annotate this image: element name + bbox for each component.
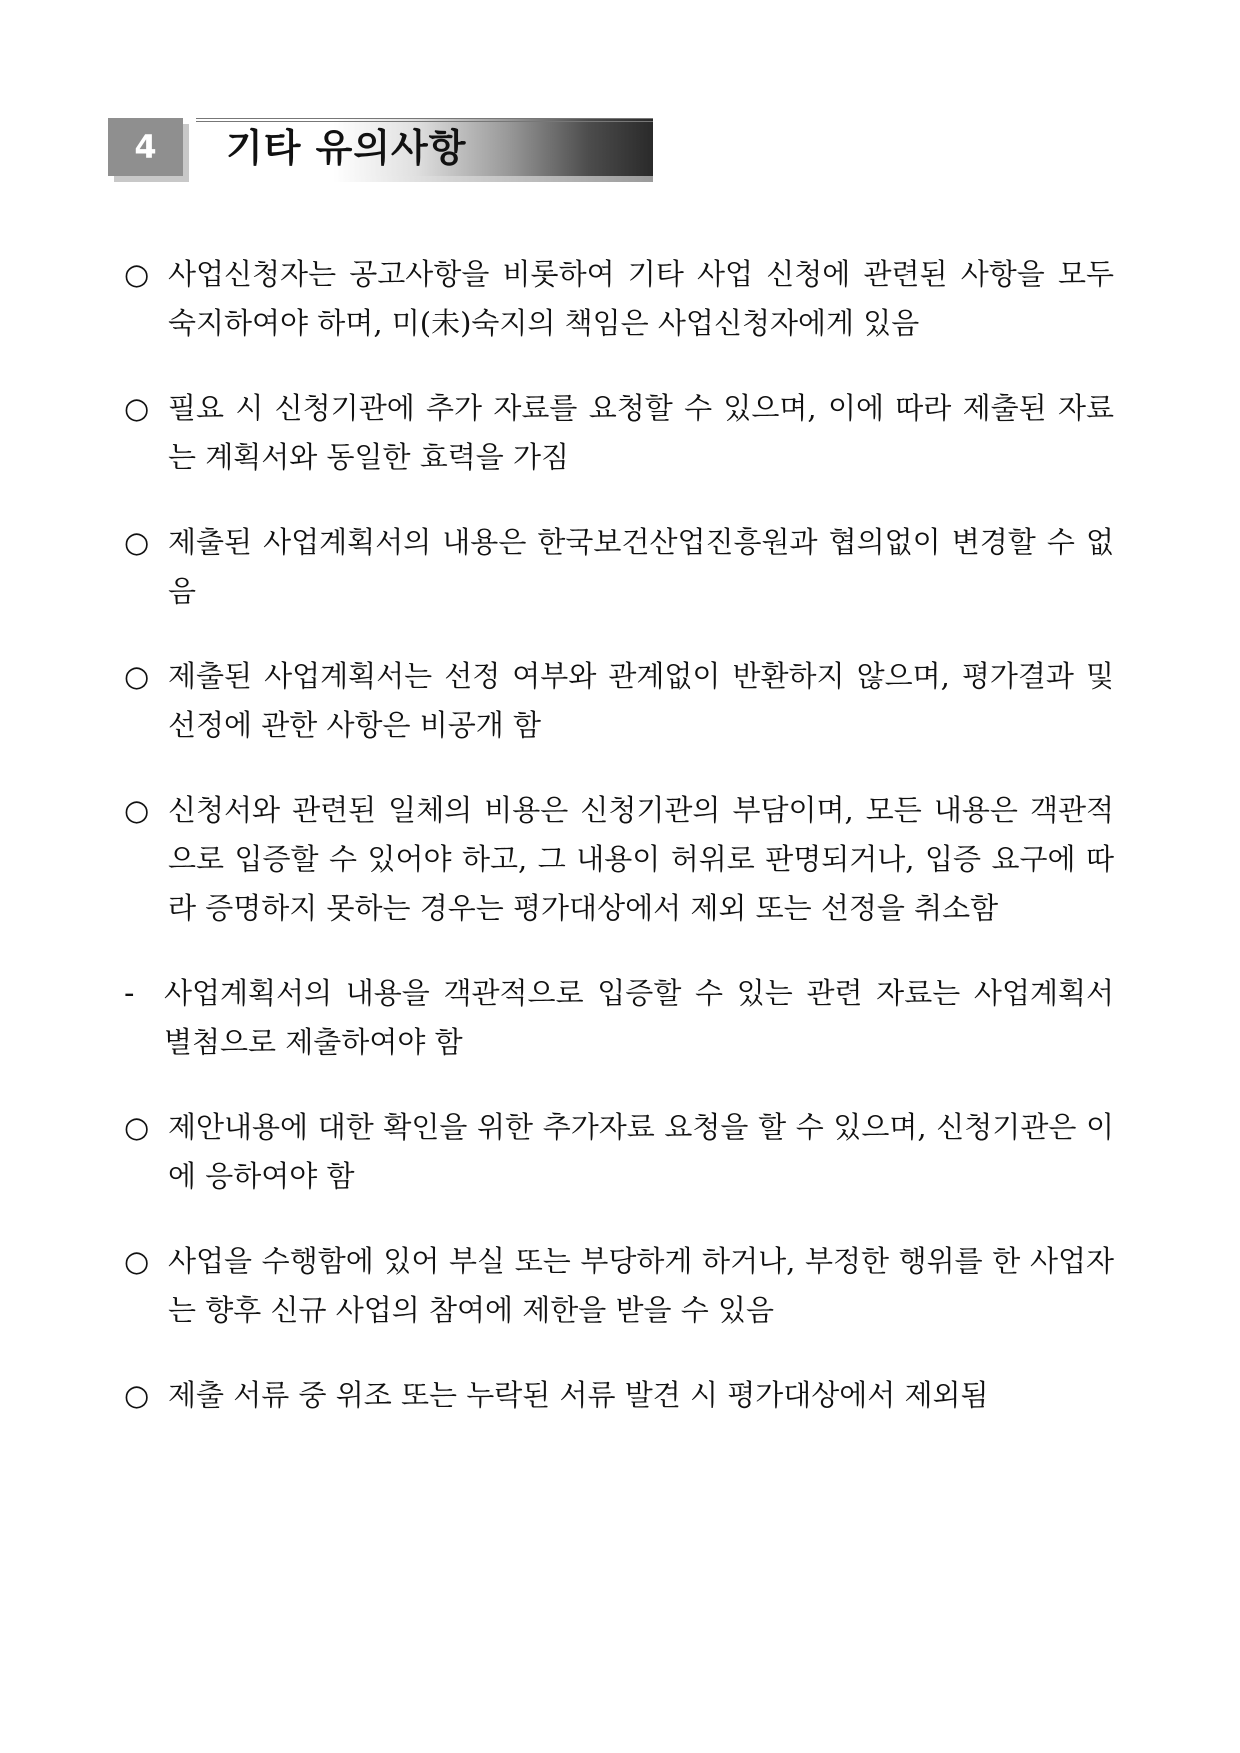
section-header [108,118,653,182]
circle-bullet-icon: ○ [124,1244,150,1278]
section-title-bar [196,118,653,176]
circle-bullet-icon: ○ [124,1378,150,1412]
list-item-text: 사업계획서의 내용을 객관적으로 입증할 수 있는 관련 자료는 사업계획서 별첨으로 제출하여야 함 [164,976,1114,1059]
list-item [124,1237,1114,1335]
sub-list-item [124,969,1114,1067]
section-number-badge: 4 [108,118,183,176]
circle-bullet-icon: ○ [124,525,150,559]
list-item [124,384,1114,482]
notice-list [124,250,1114,1456]
circle-bullet-icon: ○ [124,1110,150,1144]
list-item-text: 제출된 사업계획서의 내용은 한국보건산업진흥원과 협의없이 변경할 수 없음 [168,525,1114,608]
list-item [124,786,1114,933]
list-item [124,518,1114,616]
list-item-text: 제출된 사업계획서는 선정 여부와 관계없이 반환하지 않으며, 평가결과 및 선정에 관한 사항은 비공개 함 [168,659,1114,742]
list-item-text: 신청서와 관련된 일체의 비용은 신청기관의 부담이며, 모든 내용은 객관적으로 입증할 수 있어야 하고, 그 내용이 허위로 판명되거나, 입증 요구에 따라 증명하지 못하는 경우는 평가대상에서 제외 또는 선정을 취소함 [168,793,1114,925]
list-item-text: 사업을 수행함에 있어 부실 또는 부당하게 하거나, 부정한 행위를 한 사업자는 향후 신규 사업의 참여에 제한을 받을 수 있음 [168,1244,1114,1327]
list-item-text: 필요 시 신청기관에 추가 자료를 요청할 수 있으며, 이에 따라 제출된 자료는 계획서와 동일한 효력을 가짐 [168,391,1114,474]
dash-bullet-icon: - [124,976,135,1010]
circle-bullet-icon: ○ [124,793,150,827]
list-item [124,1371,1114,1420]
circle-bullet-icon: ○ [124,257,150,291]
section-title: 기타 유의사항 [226,126,467,170]
list-item [124,250,1114,348]
list-item-text: 제안내용에 대한 확인을 위한 추가자료 요청을 할 수 있으며, 신청기관은 이에 응하여야 함 [168,1110,1114,1193]
list-item [124,1103,1114,1201]
circle-bullet-icon: ○ [124,391,150,425]
list-item-text: 제출 서류 중 위조 또는 누락된 서류 발견 시 평가대상에서 제외됨 [168,1378,989,1412]
list-item [124,652,1114,750]
list-item-text: 사업신청자는 공고사항을 비롯하여 기타 사업 신청에 관련된 사항을 모두 숙지하여야 하며, 미(未)숙지의 책임은 사업신청자에게 있음 [168,257,1114,340]
circle-bullet-icon: ○ [124,659,150,693]
